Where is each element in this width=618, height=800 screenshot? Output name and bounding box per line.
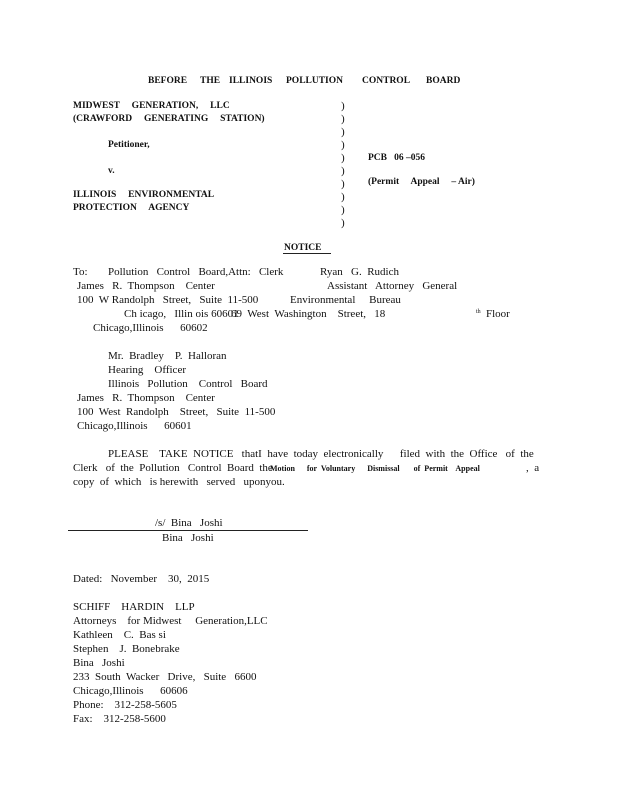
caption-title-word: ILLINOIS: [229, 76, 273, 86]
caption-bracket: ): [341, 126, 345, 138]
caption-bracket: ): [341, 139, 345, 151]
firm-line: Stephen J. Bonebrake: [73, 643, 180, 655]
notice-underline: [283, 253, 331, 254]
motion-title: Motion for Voluntary Dismissal of Permit Appeal: [270, 464, 480, 473]
respondent-name: ILLINOIS ENVIRONMENTAL: [73, 190, 215, 200]
firm-line: Kathleen C. Bas si: [73, 629, 166, 641]
caption-bracket: ): [341, 178, 345, 190]
respondent-name-line2: PROTECTION AGENCY: [73, 203, 190, 213]
caption-bracket: ): [341, 217, 345, 229]
caption-title-word: THE: [200, 76, 221, 86]
firm-line: 233 South Wacker Drive, Suite 6600: [73, 671, 257, 683]
body-line: , a: [526, 462, 540, 474]
firm-line: Attorneys for Midwest Generation,LLC: [73, 615, 268, 627]
caption-title-word: CONTROL: [362, 76, 411, 86]
versus: v.: [108, 166, 115, 176]
signature-electronic: /s/ Bina Joshi: [155, 517, 223, 529]
hearing-officer-line: Chicago,Illinois 60601: [77, 420, 192, 432]
caption-bracket: ): [341, 113, 345, 125]
signature-name: Bina Joshi: [162, 532, 214, 544]
service-line: Pollution Control Board,Attn: Clerk: [108, 266, 284, 278]
petitioner-name-line2: (CRAWFORD GENERATING STATION): [73, 114, 265, 124]
caption-title-word: BOARD: [426, 76, 461, 86]
case-type: (Permit Appeal – Air): [368, 177, 475, 187]
caption-bracket: ): [341, 165, 345, 177]
hearing-officer-line: Hearing Officer: [108, 364, 186, 376]
service-line: Chicago,Illinois 60602: [93, 322, 208, 334]
service-line: 100 W Randolph Street, Suite 11-500: [77, 294, 259, 306]
firm-line: SCHIFF HARDIN LLP: [73, 601, 195, 613]
to-label: To:: [73, 266, 88, 278]
caption-title-word: POLLUTION: [286, 76, 344, 86]
petitioner-role: Petitioner,: [108, 140, 150, 150]
caption-bracket: ): [341, 152, 345, 164]
hearing-officer-line: Illinois Pollution Control Board: [108, 378, 268, 390]
service-line: Assistant Attorney General: [327, 280, 458, 292]
body-line: copy of which is herewith served uponyou.: [73, 476, 285, 488]
dated-line: Dated: November 30, 2015: [73, 573, 210, 585]
hearing-officer-line: 100 West Randolph Street, Suite 11-500: [77, 406, 276, 418]
firm-line: Bina Joshi: [73, 657, 125, 669]
caption-bracket: ): [341, 100, 345, 112]
hearing-officer-line: Mr. Bradley P. Halloran: [108, 350, 227, 362]
petitioner-name: MIDWEST GENERATION, LLC: [73, 101, 230, 111]
service-line: James R. Thompson Center: [77, 280, 215, 292]
signature-line: [68, 530, 308, 531]
service-line: Ch icago, Illin ois 60601: [124, 308, 239, 320]
caption-bracket: ): [341, 204, 345, 216]
firm-line: Fax: 312-258-5600: [73, 713, 166, 725]
body-line: Clerk of the Pollution Control Board the: [73, 462, 273, 474]
caption-bracket: ): [341, 191, 345, 203]
floor-superscript: th: [476, 309, 481, 315]
caption-title-word: BEFORE: [148, 76, 188, 86]
case-number: PCB 06 –056: [368, 153, 425, 163]
service-line: 69 West Washington Street, 18: [231, 308, 386, 320]
body-line: PLEASE TAKE NOTICE thatI have today electronically filed with the Office of the: [108, 448, 534, 460]
firm-line: Chicago,Illinois 60606: [73, 685, 188, 697]
hearing-officer-line: James R. Thompson Center: [77, 392, 215, 404]
service-line: Floor: [486, 308, 510, 320]
firm-line: Phone: 312-258-5605: [73, 699, 177, 711]
service-line: Ryan G. Rudich: [320, 266, 399, 278]
service-line: Environmental Bureau: [290, 294, 401, 306]
notice-heading: NOTICE: [284, 243, 322, 253]
